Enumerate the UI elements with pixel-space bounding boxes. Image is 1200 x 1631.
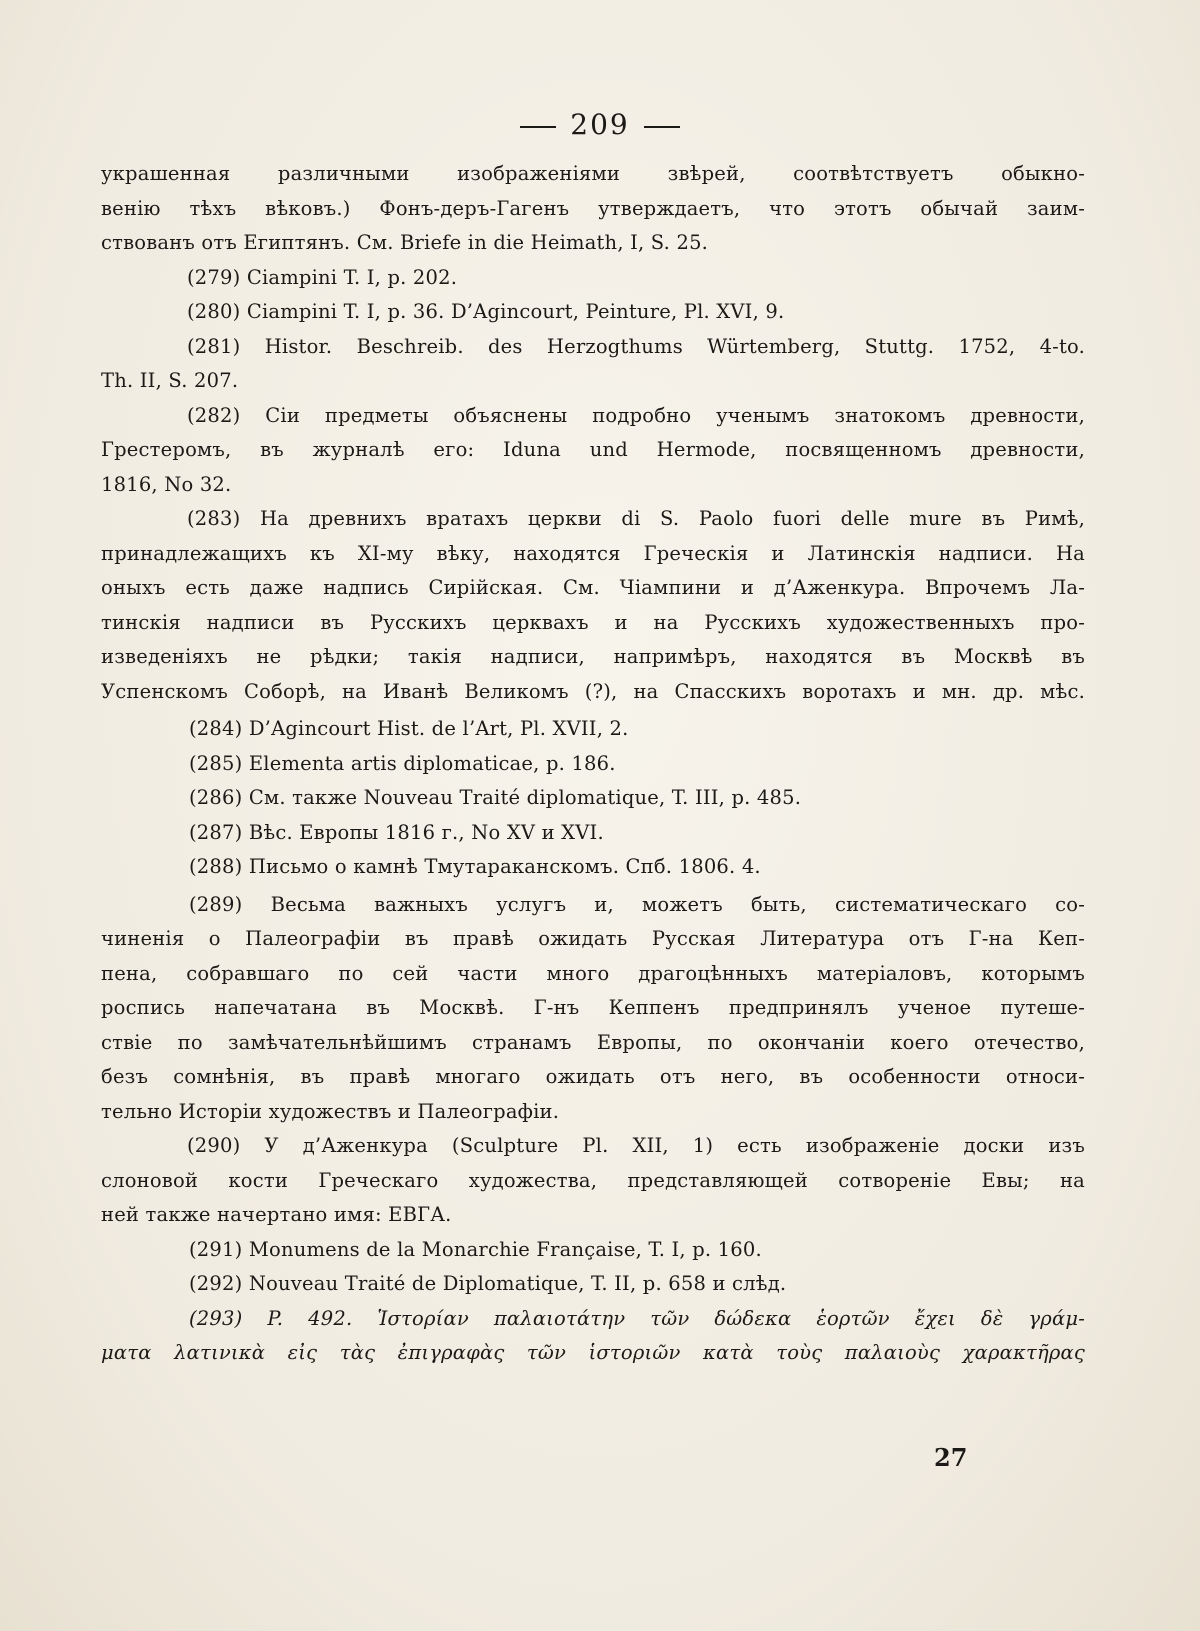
page-number: 209 bbox=[570, 108, 630, 141]
footnote-289: (289) Весьма важныхъ услугъ и, можетъ быть, систематическаго со- bbox=[189, 892, 1085, 916]
text-line: изведеніяхъ не рѣдки; такія надписи, напримѣръ, находятся въ Москвѣ въ bbox=[101, 645, 1085, 668]
text-line: слоновой кости Греческаго художества, представляющей сотвореніе Евы; на bbox=[101, 1168, 1085, 1192]
text-line: безъ сомнѣнія, въ правѣ многаго ожидать отъ него, въ особенности относи- bbox=[101, 1065, 1085, 1088]
footnote-290: (290) У д’Аженкура (Sculpture Pl. XII, 1) есть изображеніе доски изъ bbox=[187, 1134, 1085, 1157]
text-line: пена, собравшаго по сей части много драгоцѣнныхъ матеріаловъ, которымъ bbox=[101, 961, 1085, 985]
footnotes-text bbox=[101, 157, 1085, 1371]
text-line: Th. II, S. 207. bbox=[101, 369, 239, 392]
header-dash-right bbox=[644, 126, 680, 128]
footnote-281: (281) Histor. Beschreib. des Herzogthums Würtemberg, Stuttg. 1752, 4-to. bbox=[187, 334, 1085, 358]
footnote-282: (282) Сіи предметы объяснены подробно ученымъ знатокомъ древности, bbox=[187, 403, 1085, 427]
text-line: ствіе по замѣчательнѣйшимъ странамъ Европы, по окончаніи коего отечество, bbox=[101, 1030, 1085, 1054]
page-header bbox=[0, 108, 1200, 141]
footnote-284: (284) D’Agincourt Hist. de l’Art, Pl. XVII, 2. bbox=[189, 717, 629, 740]
footnote-286: (286) См. также Nouveau Traité diplomatique, T. III, p. 485. bbox=[189, 786, 802, 809]
footnote-291: (291) Monumens de la Monarchie Française, T. I, p. 160. bbox=[189, 1237, 762, 1261]
text-line: тельно Исторіи художествъ и Палеографіи. bbox=[101, 1099, 560, 1123]
text-line: оныхъ есть даже надпись Сирійская. См. Чіампини и д’Аженкура. Впрочемъ Ла- bbox=[101, 576, 1085, 599]
text-line: ствованъ отъ Египтянъ. См. Briefe in die Heimath, I, S. 25. bbox=[101, 231, 709, 254]
text-line: 1816, No 32. bbox=[101, 472, 232, 496]
text-line: ней также начертано имя: ЕВГА. bbox=[101, 1203, 452, 1226]
footnote-285: (285) Elementa artis diplomaticae, p. 186. bbox=[189, 751, 616, 775]
text-line: роспись напечатана въ Москвѣ. Г-нъ Кеппенъ предпринялъ ученое путеше- bbox=[101, 996, 1085, 1019]
text-line: ματα λατινικὰ εἰς τὰς ἐπιγραφὰς τῶν ἱστοριῶν κατὰ τοὺς παλαιοὺς χαρακτῆρας bbox=[101, 1341, 1085, 1364]
text-line: чиненія о Палеографіи въ правѣ ожидать Русская Литература отъ Г-на Кеп- bbox=[101, 927, 1085, 950]
footnote-292: (292) Nouveau Traité de Diplomatique, T. II, p. 658 и слѣд. bbox=[189, 1272, 787, 1295]
text-line: Успенскомъ Соборѣ, на Иванѣ Великомъ (?), на Спасскихъ воротахъ и мн. др. мѣс. bbox=[101, 679, 1085, 703]
footnote-288: (288) Письмо о камнѣ Тмутараканскомъ. Спб. 1806. 4. bbox=[189, 855, 761, 878]
footnote-293: (293) P. 492. Ἱστορίαν παλαιοτάτην τῶν δώδεκα ἑορτῶν ἔχει δὲ γράμ- bbox=[189, 1306, 1085, 1330]
footnote-287: (287) Вѣс. Европы 1816 г., No XV и XVI. bbox=[189, 820, 604, 844]
footnote-279: (279) Ciampini T. I, p. 202. bbox=[187, 265, 458, 289]
footnote-283: (283) На древнихъ вратахъ церкви di S. Paolo fuori delle mure въ Римѣ, bbox=[187, 507, 1085, 530]
text-line: принадлежащихъ къ XI-му вѣку, находятся Греческія и Латинскія надписи. На bbox=[101, 541, 1085, 565]
text-line: украшенная различными изображеніями звѣрей, соотвѣтствуетъ обыкно- bbox=[101, 162, 1085, 185]
text-line: тинскія надписи въ Русскихъ церквахъ и на Русскихъ художественныхъ про- bbox=[101, 610, 1085, 634]
text-line: венію тѣхъ вѣковъ.) Фонъ-деръ-Гагенъ утверждаетъ, что этотъ обычай заим- bbox=[101, 196, 1085, 220]
header-dash-left bbox=[520, 126, 556, 128]
text-line: Грестеромъ, въ журналѣ его: Iduna und Hermode, посвященномъ древности, bbox=[101, 438, 1085, 461]
footnote-280: (280) Ciampini T. I, p. 36. D’Agincourt, Peinture, Pl. XVI, 9. bbox=[187, 300, 785, 323]
signature-mark: 27 bbox=[934, 1443, 968, 1472]
